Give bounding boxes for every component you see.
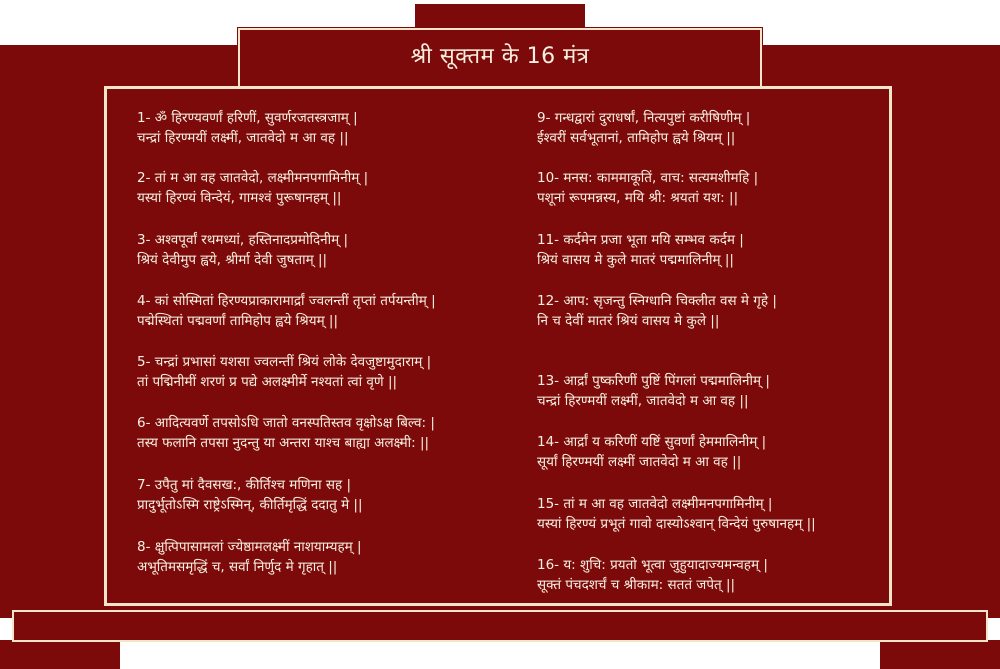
verse-line-2: चन्द्रां हिरण्मयीं लक्ष्मीं, जातवेदो म आ वह || [537, 393, 749, 409]
verse-line-2: तां पद्मिनीमीं शरणं प्र पद्ये अलक्ष्मीर्मे नश्यतां त्वां वृणे || [137, 374, 398, 390]
verse-13 [537, 371, 770, 411]
verse-line-1: 10- मनस: काममाकूतिं, वाच: सत्यमशीमहि | [537, 170, 759, 186]
verse-line-1: 12- आप: सृजन्तु स्निग्धानि चिक्लीत वस मे गृहे | [537, 293, 777, 309]
verse-line-2: अभूतिमसमृद्धिं च, सर्वां निर्णुद मे गृहात् || [137, 559, 338, 575]
verse-line-1: 13- आर्द्रां पुष्करिणीं पुष्टिं पिंगलां पद्ममालिनीम् | [537, 373, 770, 389]
verse-5 [137, 352, 431, 392]
verse-line-1: 4- कां सोस्मितां हिरण्यप्राकारामार्द्रां ज्वलन्तीं तृप्तां तर्पयन्तीम् | [137, 293, 436, 309]
verse-line-2: श्रियं वासय मे कुले मातरं पद्ममालिनीम् || [537, 252, 734, 268]
verse-line-1: 16- य: शुचि: प्रयतो भूत्वा जुहुयादाज्यमन्वहम् | [537, 557, 768, 573]
verse-line-2: प्रादुर्भूतोऽस्मि राष्ट्रेऽस्मिन्, कीर्तिमृद्धिं ददातु मे || [137, 497, 363, 513]
page-title: श्री सूक्तम के 16 मंत्र [410, 44, 590, 69]
verse-line-2: नि च देवीं मातरं श्रियं वासय मे कुले || [537, 313, 720, 329]
frame-outline-lower [12, 610, 988, 642]
verse-line-1: 5- चन्द्रां प्रभासां यशसा ज्वलन्तीं श्रियं लोके देवजुष्टामुदाराम् | [137, 354, 432, 370]
verse-line-1: 2- तां म आ वह जातवेदो, लक्ष्मीमनपगामिनीम् | [137, 170, 369, 186]
verse-line-2: सूर्यां हिरण्मयीं लक्ष्मीं जातवेदो म आ वह || [537, 454, 742, 470]
verse-line-2: पद्मेस्थितां पद्मवर्णां तामिहोप ह्वये श्रियम् || [137, 313, 339, 329]
verse-line-1: 3- अश्वपूर्वां रथमध्यां, हस्तिनादप्रमोदिनीम् | [137, 232, 349, 248]
verse-12 [537, 291, 777, 331]
verse-10 [537, 168, 758, 208]
verse-line-1: 6- आदित्यवर्णे तपसोऽधि जातो वनस्पतिस्तव वृक्षोऽक्ष बिल्व: | [137, 415, 435, 431]
verse-line-1: 1- ॐ हिरण्यवर्णां हरिणीं, सुवर्णरजतस्त्रजाम् | [137, 110, 358, 126]
verse-line-2: यस्यां हिरण्यं प्रभूतं गावो दास्योऽश्वान् विन्देयं पुरुषानहम् || [537, 516, 816, 532]
verse-line-2: तस्य फलानि तपसा नुदन्तु या अन्तरा याश्च बाह्या अलक्ष्मी: || [137, 435, 430, 451]
verse-6 [137, 413, 435, 453]
verse-line-1: 7- उपैतु मां दैवसख:, कीर्तिश्च मणिना सह | [137, 477, 352, 493]
verse-line-2: पशूनां रूपमन्नस्य, मयि श्री: श्रयतां यश: || [537, 190, 739, 206]
verse-15 [537, 494, 816, 534]
verse-14 [537, 432, 766, 472]
verse-line-1: 15- तां म आ वह जातवेदो लक्ष्मीमनपगामिनीम् | [537, 496, 773, 512]
verse-7 [137, 475, 363, 515]
verse-line-2: यस्यां हिरण्यं विन्देयं, गामश्वं पुरूषानहम् || [137, 190, 342, 206]
verse-1 [137, 108, 358, 148]
verse-line-2: सूक्तं पंचदशर्चं च श्रीकाम: सततं जपेत् || [537, 577, 736, 593]
verse-line-1: 9- गन्धद्वारां दुराधर्षां, नित्यपुष्टां करीषिणीम् | [537, 110, 751, 126]
verse-line-1: 11- कर्दमेन प्रजा भूता मयि सम्भव कर्दम | [537, 232, 744, 248]
verse-4 [137, 291, 436, 331]
verse-line-2: श्रियं देवीमुप ह्वये, श्रीर्मा देवी जुषताम् || [137, 252, 328, 268]
verse-line-1: 8- क्षुत्पिपासामलां ज्येष्ठामलक्ष्मीं नाशयाम्यहम् | [137, 539, 362, 555]
verse-line-2: ईश्वरीं सर्वभूतानां, तामिहोप ह्वये श्रियम् || [537, 130, 736, 146]
verse-line-2: चन्द्रां हिरण्मयीं लक्ष्मीं, जातवेदो म आ वह || [137, 130, 349, 146]
verse-3 [137, 230, 348, 270]
verse-2 [137, 168, 368, 208]
verse-11 [537, 230, 744, 270]
frame-bottom-right-foot [880, 640, 1000, 669]
verse-8 [137, 537, 362, 577]
frame-bottom-left-foot [0, 640, 120, 669]
verse-16 [537, 555, 768, 595]
verse-9 [537, 108, 750, 148]
verse-line-1: 14- आर्द्रां य करिणीं यष्टिं सुवर्णां हेममालिनीम् | [537, 434, 767, 450]
